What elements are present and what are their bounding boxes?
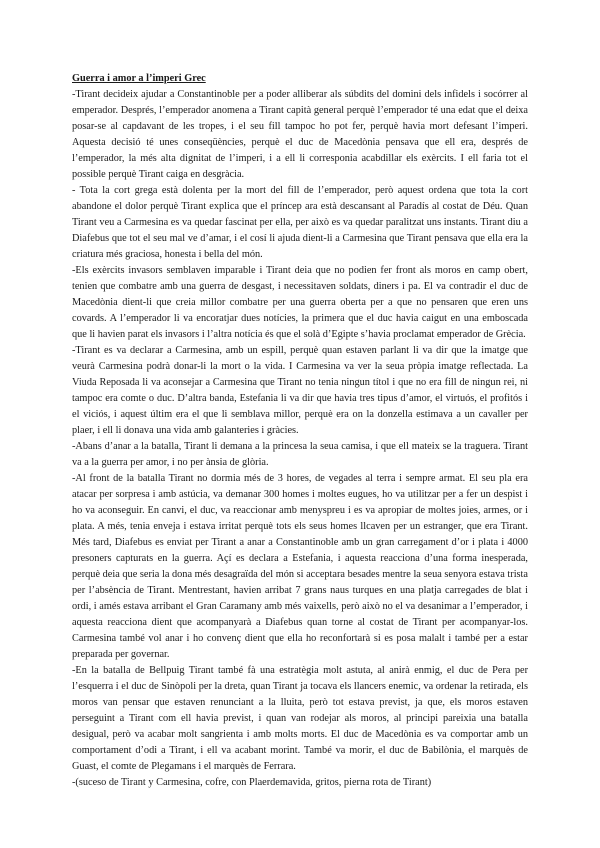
paragraph-exercits-invasors: -Els exèrcits invasors semblaven imparable i Tirant deia que no podien fer front als moros en camp obert, tenien que combatre amb una guerra de desgast, i necessitaven soldats, diners i pa. El va contradir el duc de Macedònia dient-li que creia millor combatre per una guerra oberta per a que no pensaren que eren uns covards. A l’emperador li va encoratjar dues notícies, la primera que el duc havia caigut en una emboscada que li havien parat els invasors i l’altra notícia és que el solà d’Egipte s’havia proclamat emperador de Grècia. <box>72 265 528 340</box>
document-page <box>72 71 528 788</box>
paragraph-cort-grega: - Tota la cort grega està dolenta per la mort del fill de l’emperador, però aquest ordena que tota la cort abandone el dolor perquè Tirant explica que el príncep ara està descansant al Paradís al costat de Déu. Quan Tirant veu a Carmesina es va quedar fascinat per ella, per això es va quedar paralitzat uns instants. Tirant diu a Diafebus que tot el seu mal ve d’amar, i el cosí li ajuda dient-li a Carmesina que Tirant pensava que ella era la criatura més graciosa, honesta i bella del món. <box>72 185 528 260</box>
paragraph-front-batalla: -Al front de la batalla Tirant no dormia més de 3 hores, de vegades al terra i sempre armat. El seu pla era atacar per sorpresa i amb astúcia, va demanar 300 homes i moltes eugues, ho va utilitzar per a fer un despist i ho va aconseguir. En canvi, el duc, va reaccionar amb menyspreu i es va apropiar de moltes joies, armes, or i plata. A més, tenia enveja i estava irritat perquè tots els seus homes llcaven per un estranger, que era Tirant. Més tard, Diafebus es enviat per Tirant a anar a Constantinoble amb un gran carregament d’or i plata i 4000 presoners capturats en la guerra. Açí es declara a Estefania, i aquesta reacciona d’una forma inesperada, perquè deia que seria la dona més desagraïda del món si acceptara besades mentre la seua senyora estava trista per l’absència de Tirant. Mentrestant, havien arribat 7 grans naus turques en una platja carregades de blat i ordi, i amés estava arribant el Gran Caramany amb més vaixells, però això no el va desanimar a l’emperador, i aquesta reacciona dient que acompanyarà a Diafebus quan torne al costat de Tirant per acompanyar-los. Carmesina també vol anar i ho convenç dient que ella ho reconfortarà si es posa malalt i també per a estar preparada per governar. <box>72 473 528 660</box>
paragraph-declaracio-espill: -Tirant es va declarar a Carmesina, amb un espill, perquè quan estaven parlant li va dir que la imatge que veurà Carmesina podrà donar-li la mort o la vida. I Carmesina va ver la seua pròpia imatge reflectada. La Viuda Reposada li va aconsejar a Carmesina que Tirant no tenia ningun títol i que no era fill de ningun rei, ni tampoc era comte o duc. D’altra banda, Estefania li va dir que havia tres tipus d’amor, el virtuós, el profitós i el viciós, i aquest últim era el que li semblava millor, perquè era on la donzella estimava a un cavaller per plaer, i ell li donava una vida amb galanteries i gràcies. <box>72 345 528 436</box>
paragraph-camisa: -Abans d’anar a la batalla, Tirant li demana a la princesa la seua camisa, i que ell mateix se la traguera. Tirant va a la guerra per amor, i no per ànsia de glòria. <box>72 441 528 468</box>
paragraph-batalla-bellpuig: -En la batalla de Bellpuig Tirant també fà una estratègia molt astuta, al anirà enmig, el duc de Pera per l’esquerra i el duc de Sinòpoli per la dreta, quan Tirant ja tocava els llancers enemic, va ordenar la retirada, els moros van pensar que estaven renunciant a la lluita, però tot estava previst, ja que, els moros estaven perseguint a Tirant com ell havia previst, i quan van rodejar als moros, al principi pareixia una batalla desigual, però va acabar molt sangrienta i amb molts morts. El duc de Macedònia es va comportar amb un comportament d’odi a Tirant, i ell va acabant morint. També va morir, el duc de Babilònia, el marquès de Guast, el comte de Plegamans i el marquès de Ferrara. <box>72 665 528 772</box>
document-title: Guerra i amor a l’imperi Grec <box>72 73 206 84</box>
paragraph-constantinoble: -Tirant decideix ajudar a Constantinoble per a poder alliberar als súbdits del domini dels infidels i socórrer al emperador. Després, l’emperador anomena a Tirant capità general perquè l’emperador té una edat que el deixa posar-se al capdavant de les tropes, i el seu fill tampoc ho pot fer, perquè havia mort defesant l’imperi. Aquesta decisió té unes conseqüències, perquè el duc de Macedònia pensava que ell era, després de l’emperador, la més alta dignitat de l’imperi, i a ell li corresponia acabdillar els exèrcits. I ell faria tot el possible perquè Tirant caiga en desgràcia. <box>72 89 528 180</box>
paragraph-note: -(suceso de Tirant y Carmesina, cofre, con Plaerdemavida, gritos, pierna rota de Tirant) <box>72 777 432 788</box>
